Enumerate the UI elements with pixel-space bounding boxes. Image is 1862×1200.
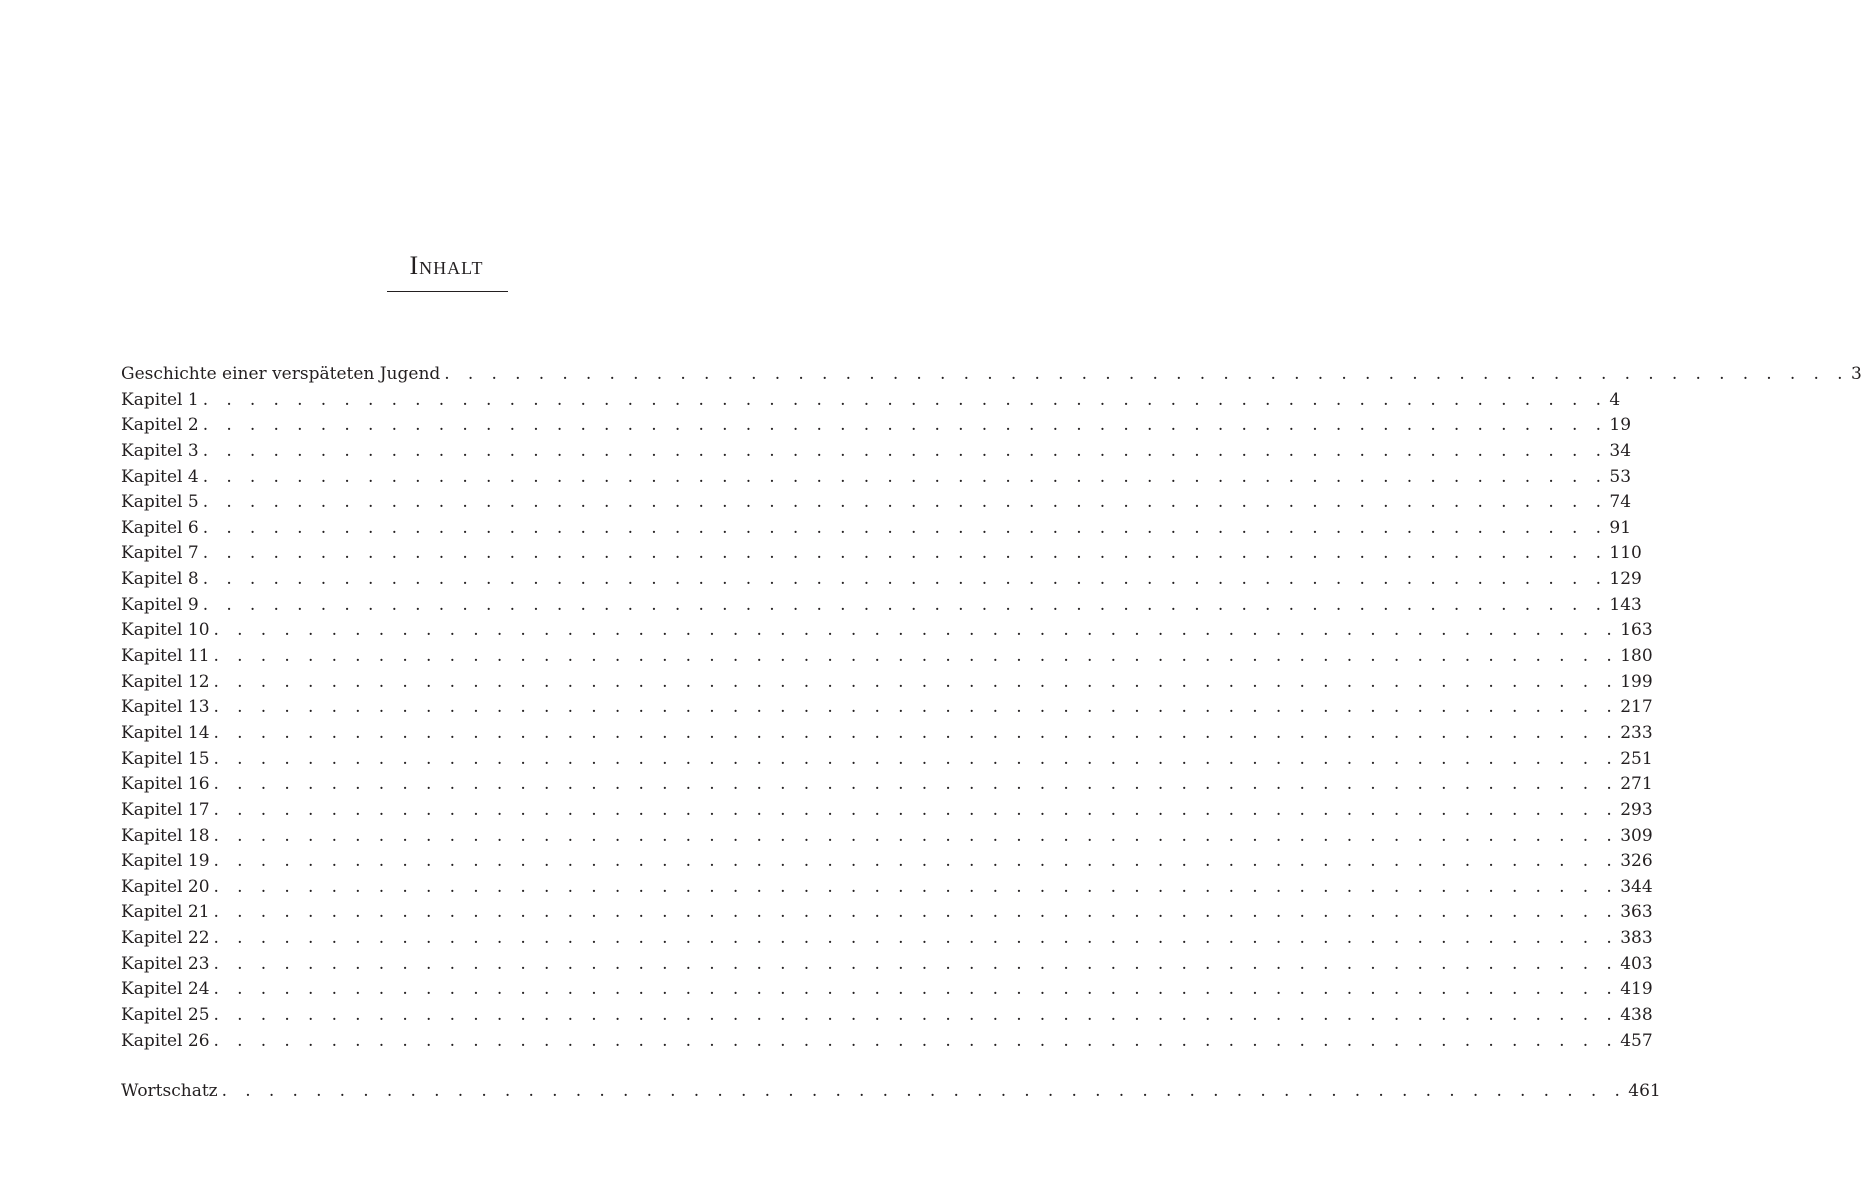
- toc-entry[interactable]: [121, 695, 1653, 721]
- toc-entry-title: Kapitel 1: [121, 389, 199, 410]
- toc-entry[interactable]: [121, 541, 1642, 567]
- toc-entry-title: Kapitel 17: [121, 799, 210, 820]
- toc-entry-page: 91: [1609, 517, 1632, 538]
- toc-entry-page: 419: [1620, 979, 1653, 1000]
- toc-entry-page: 326: [1620, 851, 1653, 872]
- toc-entry-title: Kapitel 9: [121, 594, 199, 615]
- toc-entry-page: 163: [1620, 620, 1653, 641]
- toc-entry-page: 403: [1620, 953, 1653, 974]
- toc-leader-dots: . . . . . . . . . . . . . . . . . . . . . . . . . . . . . . . . . . . . . . . . . . . . . . . . . . . . . . . . . . . .: [213, 697, 1619, 718]
- toc-entry-title: Kapitel 2: [121, 415, 199, 436]
- toc-leader-dots: . . . . . . . . . . . . . . . . . . . . . . . . . . . . . . . . . . . . . . . . . . . . . . . . . . . . . . . . . . . .: [202, 466, 1608, 487]
- toc-leader-dots: . . . . . . . . . . . . . . . . . . . . . . . . . . . . . . . . . . . . . . . . . . . . . . . . . . . . . . . . . . . .: [213, 799, 1619, 820]
- toc-leader-dots: . . . . . . . . . . . . . . . . . . . . . . . . . . . . . . . . . . . . . . . . . . . . . . . . . . . . . . . . . . . .: [202, 492, 1608, 513]
- toc-entry-page: 293: [1620, 799, 1653, 820]
- toc-entry-title: Kapitel 12: [121, 671, 210, 692]
- toc-entry[interactable]: [121, 1029, 1653, 1055]
- toc-entry-title: Geschichte einer verspäteten Jugend: [121, 364, 441, 384]
- toc-entry-page: 271: [1620, 774, 1653, 795]
- toc-leader-dots: . . . . . . . . . . . . . . . . . . . . . . . . . . . . . . . . . . . . . . . . . . . . . . . . . . . . . . . . . . . .: [213, 928, 1619, 949]
- toc-entry-wortschatz[interactable]: [121, 1079, 1661, 1105]
- toc-entry-page: 129: [1609, 569, 1642, 590]
- toc-leader-dots: . . . . . . . . . . . . . . . . . . . . . . . . . . . . . . . . . . . . . . . . . . . . . . . . . . . . . . . . . . . .: [213, 646, 1619, 667]
- toc-entry[interactable]: [121, 362, 1862, 388]
- toc-entry-title: Kapitel 8: [121, 569, 199, 590]
- toc-leader-dots: . . . . . . . . . . . . . . . . . . . . . . . . . . . . . . . . . . . . . . . . . . . . . . . . . . . . . . . . . . . .: [202, 594, 1608, 615]
- toc-entry[interactable]: [121, 772, 1653, 798]
- toc-entry[interactable]: [121, 644, 1653, 670]
- toc-entry-page: 34: [1609, 440, 1632, 461]
- toc-entry-title: Kapitel 19: [121, 851, 210, 872]
- toc-entry[interactable]: [121, 618, 1653, 644]
- toc-leader-dots: . . . . . . . . . . . . . . . . . . . . . . . . . . . . . . . . . . . . . . . . . . . . . . . . . . . . . . . . . . . .: [202, 543, 1608, 564]
- toc-entry-page: 180: [1620, 646, 1653, 667]
- toc-entry-title: Kapitel 3: [121, 440, 199, 461]
- page-title: Inhalt: [409, 251, 484, 280]
- toc-entry-title: Kapitel 13: [121, 697, 210, 718]
- toc-leader-dots: . . . . . . . . . . . . . . . . . . . . . . . . . . . . . . . . . . . . . . . . . . . . . . . . . . . . . . . . . . . .: [213, 620, 1619, 641]
- toc-leader-dots: . . . . . . . . . . . . . . . . . . . . . . . . . . . . . . . . . . . . . . . . . . . . . . . . . . . . . . . . . . . .: [213, 722, 1619, 743]
- toc-entry[interactable]: [121, 465, 1632, 491]
- toc-entry-title: Wortschatz: [121, 1081, 218, 1102]
- toc-entry-page: 199: [1620, 671, 1653, 692]
- toc-leader-dots: . . . . . . . . . . . . . . . . . . . . . . . . . . . . . . . . . . . . . . . . . . . . . . . . . . . . . . . . . . . .: [202, 389, 1608, 410]
- toc-entry[interactable]: [121, 413, 1632, 439]
- toc-entry-title: Kapitel 4: [121, 466, 199, 487]
- toc-entry[interactable]: [121, 926, 1653, 952]
- toc-entry-title: Kapitel 18: [121, 825, 210, 846]
- toc-entry-page: 4: [1609, 389, 1621, 410]
- table-of-contents: [121, 362, 1862, 1105]
- toc-entry-page: 251: [1620, 748, 1653, 769]
- toc-leader-dots: . . . . . . . . . . . . . . . . . . . . . . . . . . . . . . . . . . . . . . . . . . . . . . . . . . . . . . . . . . . .: [213, 1005, 1619, 1026]
- toc-entry[interactable]: [121, 875, 1653, 901]
- toc-entry[interactable]: [121, 567, 1642, 593]
- toc-entry[interactable]: [121, 824, 1653, 850]
- toc-leader-dots: . . . . . . . . . . . . . . . . . . . . . . . . . . . . . . . . . . . . . . . . . . . . . . . . . . . . . . . . . . . .: [444, 364, 1849, 384]
- toc-list: [121, 362, 1862, 1054]
- toc-entry-title: Kapitel 11: [121, 646, 210, 667]
- toc-leader-dots: . . . . . . . . . . . . . . . . . . . . . . . . . . . . . . . . . . . . . . . . . . . . . . . . . . . . . . . . . . . .: [213, 671, 1619, 692]
- toc-entry[interactable]: [121, 490, 1632, 516]
- toc-entry-title: Kapitel 14: [121, 722, 210, 743]
- toc-entry[interactable]: [121, 721, 1653, 747]
- toc-entry[interactable]: [121, 849, 1653, 875]
- toc-leader-dots: . . . . . . . . . . . . . . . . . . . . . . . . . . . . . . . . . . . . . . . . . . . . . . . . . . . . . . . . . . . .: [213, 825, 1619, 846]
- toc-entry-page: 110: [1609, 543, 1642, 564]
- toc-entry-title: Kapitel 16: [121, 774, 210, 795]
- toc-entry-page: 19: [1609, 415, 1632, 436]
- toc-leader-dots: . . . . . . . . . . . . . . . . . . . . . . . . . . . . . . . . . . . . . . . . . . . . . . . . . . . . . . . . . . . .: [213, 748, 1619, 769]
- toc-entry-title: Kapitel 7: [121, 543, 199, 564]
- toc-entry-title: Kapitel 24: [121, 979, 210, 1000]
- toc-entry-title: Kapitel 21: [121, 902, 210, 923]
- toc-entry-page: 457: [1620, 1030, 1653, 1051]
- toc-entry[interactable]: [121, 1003, 1653, 1029]
- toc-entry-page: 461: [1628, 1081, 1661, 1102]
- toc-entry-title: Kapitel 22: [121, 928, 210, 949]
- toc-leader-dots: . . . . . . . . . . . . . . . . . . . . . . . . . . . . . . . . . . . . . . . . . . . . . . . . . . . . . . . . . . . .: [213, 774, 1619, 795]
- title-underline: [387, 291, 508, 292]
- toc-entry-title: Kapitel 20: [121, 876, 210, 897]
- toc-entry-title: Kapitel 15: [121, 748, 210, 769]
- toc-entry-title: Kapitel 6: [121, 517, 199, 538]
- toc-entry[interactable]: [121, 593, 1642, 619]
- toc-entry-page: 233: [1620, 722, 1653, 743]
- toc-entry-page: 53: [1609, 466, 1632, 487]
- toc-entry[interactable]: [121, 439, 1632, 465]
- toc-leader-dots: . . . . . . . . . . . . . . . . . . . . . . . . . . . . . . . . . . . . . . . . . . . . . . . . . . . . . . . . . . . .: [202, 517, 1608, 538]
- toc-leader-dots: . . . . . . . . . . . . . . . . . . . . . . . . . . . . . . . . . . . . . . . . . . . . . . . . . . . . . . . . . . . .: [213, 876, 1619, 897]
- toc-entry[interactable]: [121, 977, 1653, 1003]
- toc-entry-title: Kapitel 23: [121, 953, 210, 974]
- toc-entry-title: Kapitel 5: [121, 492, 199, 513]
- toc-entry[interactable]: [121, 388, 1621, 414]
- toc-leader-dots: . . . . . . . . . . . . . . . . . . . . . . . . . . . . . . . . . . . . . . . . . . . . . . . . . . . . . . . . . . . .: [213, 902, 1619, 923]
- toc-entry[interactable]: [121, 952, 1653, 978]
- toc-leader-dots: . . . . . . . . . . . . . . . . . . . . . . . . . . . . . . . . . . . . . . . . . . . . . . . . . . . . . . . . . . . .: [202, 415, 1608, 436]
- toc-entry-title: Kapitel 26: [121, 1030, 210, 1051]
- toc-leader-dots: . . . . . . . . . . . . . . . . . . . . . . . . . . . . . . . . . . . . . . . . . . . . . . . . . . . . . . . . . . . .: [213, 1030, 1619, 1051]
- toc-entry-page: 143: [1609, 594, 1642, 615]
- toc-entry-page: 217: [1620, 697, 1653, 718]
- toc-entry[interactable]: [121, 747, 1653, 773]
- toc-entry[interactable]: [121, 670, 1653, 696]
- toc-entry-page: 309: [1620, 825, 1653, 846]
- toc-entry-page: 3: [1850, 364, 1862, 384]
- toc-leader-dots: . . . . . . . . . . . . . . . . . . . . . . . . . . . . . . . . . . . . . . . . . . . . . . . . . . . . . . . . . . . .: [202, 440, 1608, 461]
- toc-entry[interactable]: [121, 798, 1653, 824]
- toc-entry-page: 383: [1620, 928, 1653, 949]
- toc-entry[interactable]: [121, 516, 1632, 542]
- toc-leader-dots: . . . . . . . . . . . . . . . . . . . . . . . . . . . . . . . . . . . . . . . . . . . . . . . . . . . . . . . . . . . .: [213, 851, 1619, 872]
- toc-entry-title: Kapitel 25: [121, 1005, 210, 1026]
- toc-entry-page: 363: [1620, 902, 1653, 923]
- toc-leader-dots: . . . . . . . . . . . . . . . . . . . . . . . . . . . . . . . . . . . . . . . . . . . . . . . . . . . . . . . . . . . .: [221, 1081, 1627, 1102]
- toc-leader-dots: . . . . . . . . . . . . . . . . . . . . . . . . . . . . . . . . . . . . . . . . . . . . . . . . . . . . . . . . . . . .: [202, 569, 1608, 590]
- toc-entry-page: 438: [1620, 1005, 1653, 1026]
- toc-leader-dots: . . . . . . . . . . . . . . . . . . . . . . . . . . . . . . . . . . . . . . . . . . . . . . . . . . . . . . . . . . . .: [213, 953, 1619, 974]
- toc-entry-page: 344: [1620, 876, 1653, 897]
- toc-entry[interactable]: [121, 900, 1653, 926]
- toc-leader-dots: . . . . . . . . . . . . . . . . . . . . . . . . . . . . . . . . . . . . . . . . . . . . . . . . . . . . . . . . . . . .: [213, 979, 1619, 1000]
- toc-entry-title: Kapitel 10: [121, 620, 210, 641]
- toc-entry-page: 74: [1609, 492, 1632, 513]
